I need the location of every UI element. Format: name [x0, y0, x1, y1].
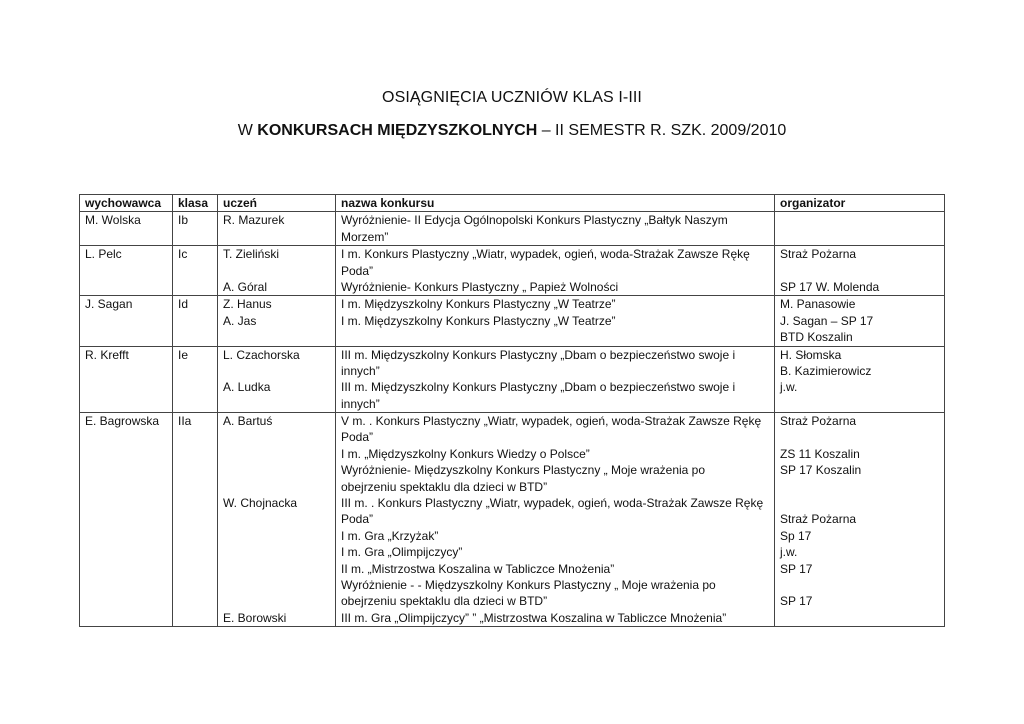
organizator-line: Straż Pożarna — [780, 414, 857, 429]
cell-organizator — [775, 246, 945, 296]
konkurs-line: I m. „Międzyszkolny Konkurs Wiedzy o Polsce” — [341, 446, 590, 461]
konkurs-line: III m. Gra „Olimpijczycy” ” „Mistrzostwa Koszalina w Tabliczce Mnożenia” — [341, 610, 727, 625]
organizator-line: j.w. — [780, 380, 798, 395]
uczen-line: Z. Hanus — [223, 297, 272, 312]
uczen-line: W. Chojnacka — [223, 496, 298, 511]
uczen-line — [223, 429, 330, 445]
table-row — [80, 346, 945, 413]
uczen-line: R. Mazurek — [223, 213, 285, 228]
cell-klasa: IIa — [173, 413, 218, 627]
subtitle-rest: – II SEMESTR R. SZK. 2009/2010 — [537, 122, 787, 139]
konkurs-line: III m. . Konkurs Plastyczny „Wiatr, wypadek, ogień, woda-Strażak Zawsze Rękę — [341, 496, 764, 511]
konkurs-line: I m. Gra „Olimpijczycy” — [341, 545, 463, 560]
cell-klasa: Ie — [173, 346, 218, 413]
organizator-line: Straż Pożarna — [780, 512, 857, 527]
uczen-line — [223, 229, 330, 245]
organizator-line: j.w. — [780, 545, 798, 560]
uczen-line — [223, 462, 330, 478]
cell-uczen — [218, 212, 336, 246]
uczen-line — [223, 544, 330, 560]
uczen-line — [223, 511, 330, 527]
organizator-line: H. Słomska — [780, 347, 842, 362]
konkurs-line: Wyróżnienie - - Międzyszkolny Konkurs Plastyczny „ Moje wrażenia po — [341, 578, 716, 592]
uczen-line: T. Zieliński — [223, 247, 280, 262]
organizator-line — [780, 479, 939, 495]
table-header-row — [80, 195, 945, 212]
uczen-line: L. Czachorska — [223, 347, 300, 362]
cell-uczen — [218, 346, 336, 413]
konkurs-line: III m. Międzyszkolny Konkurs Plastyczny „Dbam o bezpieczeństwo swoje i — [341, 347, 736, 362]
organizator-line — [780, 495, 939, 511]
cell-organizator — [775, 212, 945, 246]
cell-wychowawca: L. Pelc — [80, 246, 173, 296]
subtitle-bold: KONKURSACH MIĘDZYSZKOLNYCH — [257, 122, 538, 139]
cell-uczen — [218, 413, 336, 627]
konkurs-line: I m. Konkurs Plastyczny „Wiatr, wypadek, ogień, woda-Strażak Zawsze Rękę — [341, 247, 750, 262]
organizator-line: B. Kazimierowicz — [780, 363, 872, 378]
organizator-line — [780, 263, 939, 279]
uczen-line — [223, 329, 330, 345]
header-konkurs: nazwa konkursu — [336, 195, 775, 212]
konkurs-line: Wyróżnienie- II Edycja Ogólnopolski Konkurs Plastyczny „Bałtyk Naszym — [341, 213, 728, 228]
konkurs-line: obejrzeniu spektaklu dla dzieci w BTD” — [341, 479, 548, 494]
konkurs-line: Wyróżnienie- Konkurs Plastyczny „ Papież Wolności — [341, 279, 619, 294]
organizator-line — [780, 577, 939, 593]
konkurs-line: I m. Międzyszkolny Konkurs Plastyczny „W Teatrze” — [341, 313, 616, 328]
organizator-line: SP 17 — [780, 561, 813, 576]
cell-uczen — [218, 296, 336, 346]
konkurs-line: obejrzeniu spektaklu dla dzieci w BTD” — [341, 594, 548, 609]
header-uczen: uczeń — [218, 195, 336, 212]
konkurs-line: innych” — [341, 363, 380, 378]
konkurs-line: I m. Gra „Krzyżak” — [341, 528, 439, 543]
cell-konkurs — [336, 346, 775, 413]
uczen-line: A. Góral — [223, 279, 268, 294]
cell-klasa: Id — [173, 296, 218, 346]
cell-organizator — [775, 346, 945, 413]
table-row — [80, 246, 945, 296]
uczen-line — [223, 528, 330, 544]
uczen-line — [223, 396, 330, 412]
konkurs-line: innych” — [341, 396, 380, 411]
konkurs-line: Poda” — [341, 430, 374, 445]
cell-konkurs — [336, 413, 775, 627]
subtitle-prefix: W — [237, 122, 258, 139]
cell-wychowawca: E. Bagrowska — [80, 413, 173, 627]
uczen-line — [223, 577, 330, 593]
organizator-line: Sp 17 — [780, 528, 812, 543]
organizator-line: Straż Pożarna — [780, 247, 857, 262]
uczen-line: A. Bartuś — [223, 414, 273, 429]
konkurs-line: Wyróżnienie- Międzyszkolny Konkurs Plastyczny „ Moje wrażenia po — [341, 463, 706, 478]
konkurs-line: Poda” — [341, 263, 374, 278]
header-wychowawca: wychowawca — [80, 195, 173, 212]
konkurs-line: V m. . Konkurs Plastyczny „Wiatr, wypadek, ogień, woda-Strażak Zawsze Rękę — [341, 414, 762, 429]
cell-organizator — [775, 296, 945, 346]
organizator-line — [780, 229, 939, 245]
organizator-line: BTD Koszalin — [780, 330, 853, 345]
organizator-line: SP 17 Koszalin — [780, 463, 862, 478]
cell-wychowawca: J. Sagan — [80, 296, 173, 346]
table-row — [80, 296, 945, 346]
uczen-line: E. Borowski — [223, 610, 287, 625]
konkurs-line — [341, 329, 769, 345]
organizator-line — [780, 610, 939, 626]
header-klasa: klasa — [173, 195, 218, 212]
table-row — [80, 413, 945, 627]
cell-organizator — [775, 413, 945, 627]
uczen-line: A. Ludka — [223, 380, 271, 395]
organizator-line: SP 17 W. Molenda — [780, 279, 880, 294]
cell-konkurs — [336, 296, 775, 346]
konkurs-line: Morzem” — [341, 229, 389, 244]
cell-uczen — [218, 246, 336, 296]
table-body — [80, 212, 945, 627]
konkurs-line: III m. Międzyszkolny Konkurs Plastyczny „Dbam o bezpieczeństwo swoje i — [341, 380, 736, 395]
uczen-line — [223, 593, 330, 609]
organizator-line — [780, 212, 939, 228]
results-table — [79, 194, 945, 627]
table-row — [80, 212, 945, 246]
cell-konkurs — [336, 246, 775, 296]
uczen-line — [223, 479, 330, 495]
cell-klasa: Ib — [173, 212, 218, 246]
uczen-line: A. Jas — [223, 313, 257, 328]
konkurs-line: I m. Międzyszkolny Konkurs Plastyczny „W Teatrze” — [341, 297, 616, 312]
cell-wychowawca: R. Krefft — [80, 346, 173, 413]
organizator-line: J. Sagan – SP 17 — [780, 313, 874, 328]
uczen-line — [223, 363, 330, 379]
cell-konkurs — [336, 212, 775, 246]
document-title: OSIĄGNIĘCIA UCZNIÓW KLAS I-III — [382, 89, 642, 106]
uczen-line — [223, 561, 330, 577]
uczen-line — [223, 446, 330, 462]
header-organizator: organizator — [775, 195, 945, 212]
organizator-line — [780, 429, 939, 445]
organizator-line: M. Panasowie — [780, 297, 856, 312]
uczen-line — [223, 263, 330, 279]
cell-wychowawca: M. Wolska — [80, 212, 173, 246]
organizator-line — [780, 396, 939, 412]
konkurs-line: II m. „Mistrzostwa Koszalina w Tabliczce Mnożenia” — [341, 561, 615, 576]
konkurs-line: Poda” — [341, 512, 374, 527]
organizator-line: ZS 11 Koszalin — [780, 446, 860, 461]
document-subtitle — [0, 122, 1024, 140]
cell-klasa: Ic — [173, 246, 218, 296]
organizator-line: SP 17 — [780, 594, 813, 609]
